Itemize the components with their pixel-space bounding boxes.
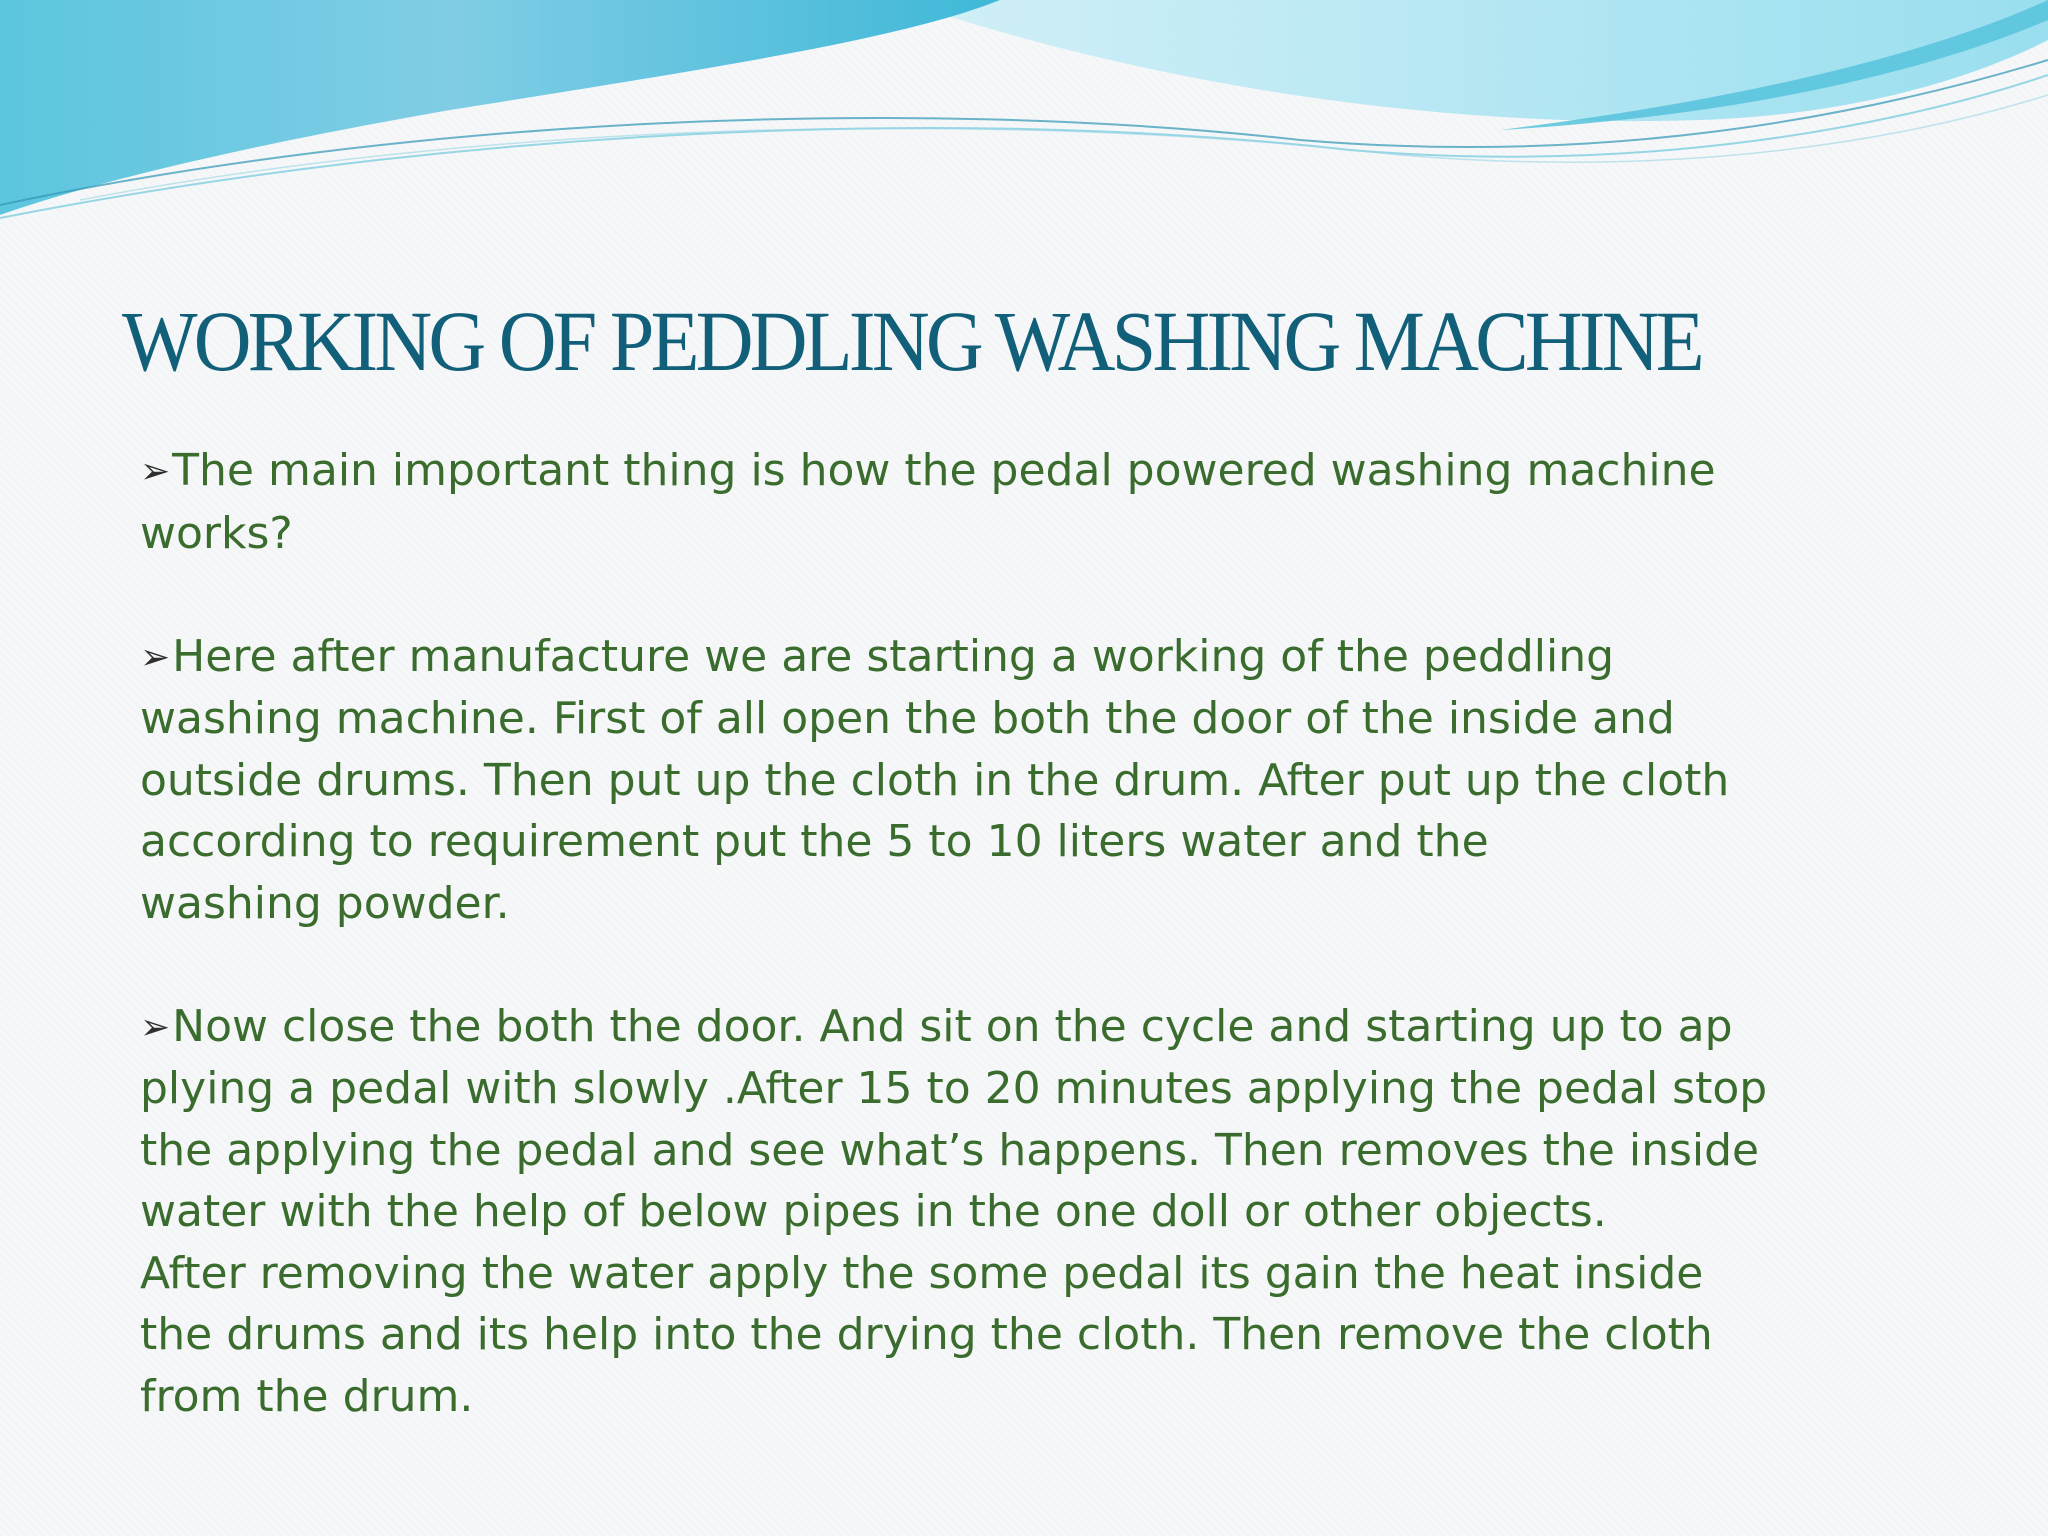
paragraph-line: outside drums. Then put up the cloth in the drum. After put up the cloth xyxy=(140,754,1730,806)
slide-body xyxy=(140,440,1900,1427)
paragraph-line: according to requirement put the 5 to 10 liters water and the xyxy=(140,816,1489,867)
bullet-paragraph-2 xyxy=(140,626,1900,935)
bullet-paragraph-3 xyxy=(140,996,1900,1428)
paragraph-line: the drums and its help into the drying the cloth. Then remove the cloth xyxy=(140,1309,1713,1360)
paragraph-line-text: Now close the both the door. And sit on the cycle and starting up to ap xyxy=(172,1000,1733,1052)
paragraph-line: After removing the water apply the some pedal its gain the heat inside xyxy=(140,1247,1704,1299)
arrowhead-bullet-icon: ➢ xyxy=(140,1006,171,1048)
paragraph-line: washing powder. xyxy=(140,877,510,929)
paragraph-line-text: The main important thing is how the pedal powered washing machine xyxy=(172,445,1716,496)
paragraph-line: plying a pedal with slowly .After 15 to 20 minutes applying the pedal stop xyxy=(140,1063,1768,1114)
wave-header-decoration xyxy=(0,0,2048,240)
paragraph-line: works? xyxy=(140,507,293,559)
paragraph-line: washing machine. First of all open the both the door of the inside and xyxy=(140,693,1675,744)
paragraph-line xyxy=(140,440,1900,503)
slide-title: WORKING OF PEDDLING WASHING MACHINE xyxy=(122,293,1701,389)
paragraph-line xyxy=(140,996,1900,1059)
paragraph-line: the applying the pedal and see what’s happens. Then removes the inside xyxy=(140,1124,1760,1176)
paragraph-line: from the drum. xyxy=(140,1370,474,1422)
paragraph-line-text: Here after manufacture we are starting a working of the peddling xyxy=(172,630,1615,682)
arrowhead-bullet-icon: ➢ xyxy=(140,451,171,492)
arrowhead-bullet-icon: ➢ xyxy=(140,636,171,678)
bullet-paragraph-1 xyxy=(140,440,1900,564)
paragraph-line: water with the help of below pipes in the one doll or other objects. xyxy=(140,1186,1607,1237)
paragraph-line xyxy=(140,626,1900,689)
